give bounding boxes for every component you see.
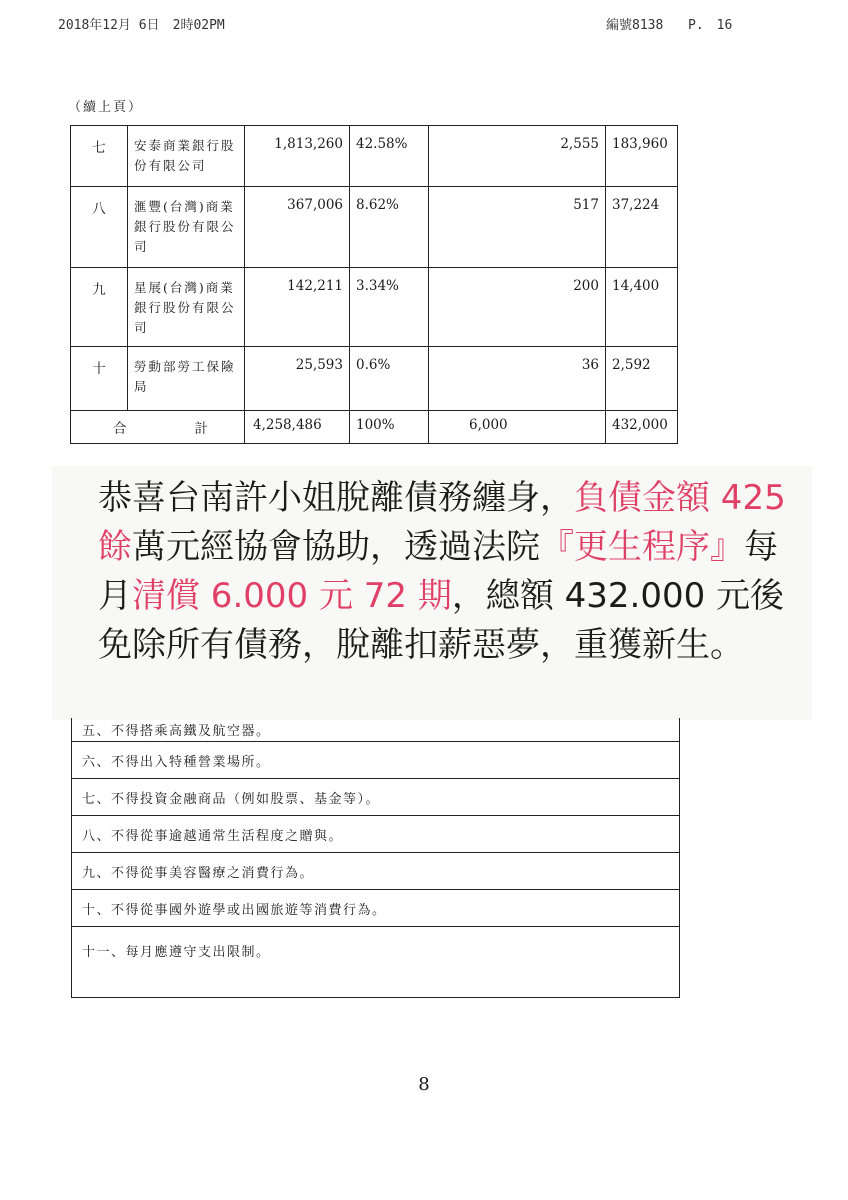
creditor-total: 14,400 [606,268,678,347]
restriction-item: 五、不得搭乘高鐵及航空器。 [72,718,679,742]
restriction-item: 十、不得從事國外遊學或出國旅遊等消費行為。 [72,890,679,927]
creditor-name: 安泰商業銀行股份有限公司 [128,126,245,187]
continued-label: （續上頁） [68,100,144,115]
creditor-table [70,125,678,444]
announcement-part: ，總額 432.000 元後免除所有債務，脫離扣薪惡夢，重獲新生。 [98,576,785,665]
restriction-list [71,718,680,998]
table-row [71,126,678,187]
creditor-debt: 1,813,260 [245,126,350,187]
summary-row [71,411,678,444]
creditor-ratio: 0.6% [350,347,429,411]
announcement-text [98,474,798,670]
creditor-ratio: 3.34% [350,268,429,347]
restriction-item: 八、不得從事逾越通常生活程度之贈與。 [72,816,679,853]
creditor-no: 十 [71,347,128,411]
creditor-no: 八 [71,187,128,268]
announcement-part: 每月 [98,527,778,616]
creditor-debt: 142,211 [245,268,350,347]
creditor-name: 星展(台灣)商業銀行股份有限公司 [128,268,245,347]
announcement-part: 恭喜台南許小姐脫離債務纏身， [98,478,574,518]
fax-datetime: 2018年12月 6日 2時02PM [58,18,225,33]
creditor-debt: 367,006 [245,187,350,268]
creditor-monthly: 517 [429,187,606,268]
summary-ratio: 100% [350,411,429,444]
creditor-total: 37,224 [606,187,678,268]
restriction-item: 六、不得出入特種營業場所。 [72,742,679,779]
creditor-total: 2,592 [606,347,678,411]
table-row [71,187,678,268]
summary-label-1: 合 [113,421,129,437]
creditor-debt: 25,593 [245,347,350,411]
restriction-item: 十一、每月應遵守支出限制。 [82,945,271,960]
announcement-part: 萬元經協會協助，透過法院 [132,527,540,567]
summary-label-cell [71,411,245,444]
creditor-monthly: 2,555 [429,126,606,187]
creditor-total: 183,960 [606,126,678,187]
debt-amount-highlight: 負債金額 425 餘 [98,478,786,567]
fax-page: P. 16 [688,18,733,33]
summary-monthly: 6,000 [429,411,606,444]
table-row [71,268,678,347]
fax-header [0,14,848,34]
table-row [71,347,678,411]
creditor-name: 勞動部勞工保險局 [128,347,245,411]
fax-number: 編號8138 [606,18,664,33]
procedure-highlight: 『更生程序』 [540,527,744,567]
creditor-ratio: 42.58% [350,126,429,187]
restriction-item: 九、不得從事美容醫療之消費行為。 [72,853,679,890]
creditor-monthly: 200 [429,268,606,347]
creditor-ratio: 8.62% [350,187,429,268]
summary-total: 432,000 [606,411,678,444]
restriction-item: 七、不得投資金融商品（例如股票、基金等）。 [72,779,679,816]
summary-debt: 4,258,486 [245,411,350,444]
summary-label-2: 計 [194,421,210,437]
creditor-name: 滙豐(台灣)商業銀行股份有限公司 [128,187,245,268]
creditor-no: 七 [71,126,128,187]
creditor-no: 九 [71,268,128,347]
page-number: 8 [418,1074,430,1095]
creditor-monthly: 36 [429,347,606,411]
repayment-highlight: 清償 6.000 元 72 期 [132,576,452,616]
